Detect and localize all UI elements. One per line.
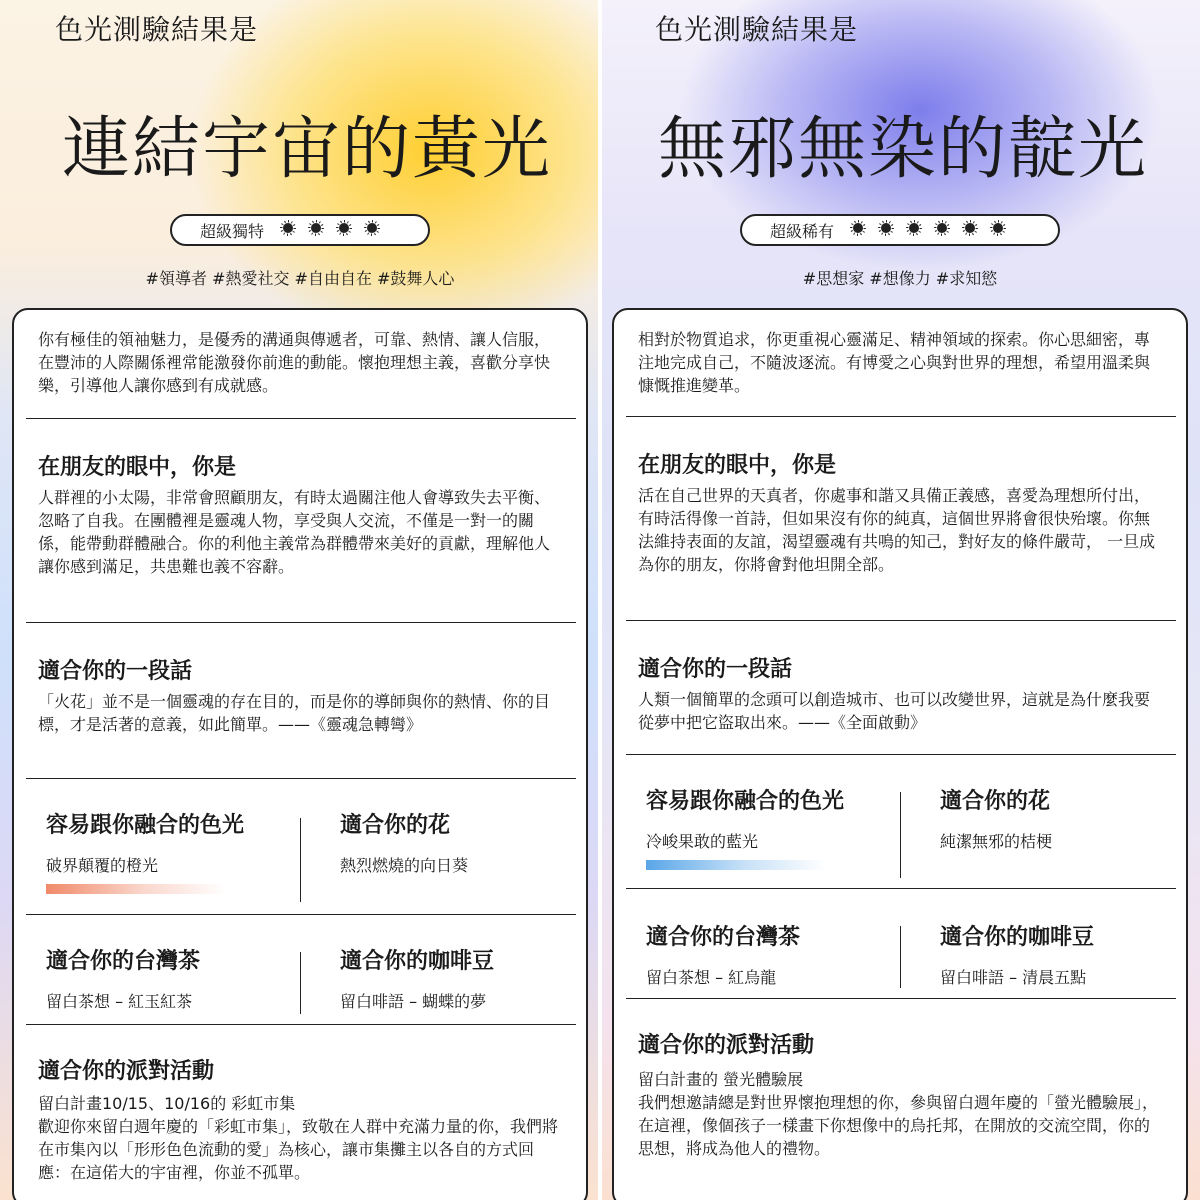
result-card <box>12 308 588 1200</box>
rarity-label: 超級稀有 <box>770 221 835 241</box>
sun-icon <box>280 220 296 236</box>
result-card <box>612 308 1188 1200</box>
header-subtitle: 色光測驗結果是 <box>55 13 259 46</box>
party-body: 留白計畫10/15、10/16的 彩虹市集 歡迎你來留白週年慶的「彩虹市集」，致敬在人群中充滿力量的你，我們將在市集內以「形形色色流動的愛」為核心，讓市集攤主以各自的方式回應：在這偌大的宇宙裡，你並不孤單。 <box>38 1094 559 1182</box>
blend-color-bar <box>46 884 226 894</box>
rarity-suns <box>274 220 386 240</box>
blend-color-bar <box>646 860 826 870</box>
party-body: 留白計畫的 螢光體驗展 我們想邀請總是對世界懷抱理想的你，參與留白週年慶的「螢光體驗展」，在這裡，像個孩子一樣畫下你想像中的烏托邦，在開放的交流空間，你的思想，將成為他人的禮物。 <box>638 1070 1159 1158</box>
party-title: 適合你的派對活動 <box>638 1033 815 1058</box>
quote-title: 適合你的一段話 <box>38 659 193 684</box>
blend-color-cell <box>646 784 844 870</box>
divider <box>626 754 1176 755</box>
friends-title: 在朋友的眼中，你是 <box>638 453 837 478</box>
divider <box>626 620 1176 621</box>
divider <box>26 778 576 779</box>
rarity-label: 超級獨特 <box>200 221 265 241</box>
sun-icon <box>990 220 1006 236</box>
divider <box>26 1024 576 1025</box>
flower-cell <box>940 784 1052 852</box>
coffee-value: 留白啡語 – 清晨五點 <box>940 968 1087 987</box>
rarity-badge <box>170 214 430 246</box>
coffee-title: 適合你的咖啡豆 <box>340 949 495 974</box>
rarity-badge <box>740 214 1060 246</box>
sun-icon <box>850 220 866 236</box>
quote-body: 人類一個簡單的念頭可以創造城市、也可以改變世界，這就是為什麼我要從夢中把它盜取出來。——《全面啟動》 <box>638 690 1151 732</box>
tea-value: 留白茶想 – 紅玉紅茶 <box>46 992 193 1011</box>
blend-title: 容易跟你融合的色光 <box>646 789 845 814</box>
result-title: 無邪無染的靛光 <box>658 110 1149 189</box>
sun-icon <box>364 220 380 236</box>
coffee-cell <box>940 920 1094 988</box>
tea-title: 適合你的台灣茶 <box>46 949 201 974</box>
result-title: 連結宇宙的黃光 <box>62 110 553 189</box>
flower-value: 熱烈燃燒的向日葵 <box>340 856 469 875</box>
quote-body: 「火花」並不是一個靈魂的存在目的，而是你的導師與你的熱情、你的目標，才是活著的意義，如此簡單。——《靈魂急轉彎》 <box>38 692 551 734</box>
result-panel-indigo <box>600 0 1200 1200</box>
coffee-title: 適合你的咖啡豆 <box>940 925 1095 950</box>
column-divider <box>300 818 301 902</box>
sun-icon <box>308 220 324 236</box>
divider <box>26 418 576 419</box>
divider <box>626 416 1176 417</box>
quote-title: 適合你的一段話 <box>638 657 793 682</box>
trait-tags: #領導者 #熱愛社交 #自由自在 #鼓舞人心 <box>145 269 455 288</box>
column-divider <box>300 952 301 1014</box>
tea-title: 適合你的台灣茶 <box>646 925 801 950</box>
column-divider <box>900 792 901 878</box>
flower-title: 適合你的花 <box>940 789 1051 814</box>
blend-color-cell <box>46 808 244 894</box>
panel-divider <box>598 0 602 1200</box>
rarity-suns <box>844 220 1012 240</box>
tea-cell <box>46 944 200 1012</box>
friends-title: 在朋友的眼中，你是 <box>38 455 237 480</box>
flower-value: 純潔無邪的桔梗 <box>940 832 1053 851</box>
divider <box>626 888 1176 889</box>
friends-body: 活在自己世界的天真者，你處事和諧又具備正義感，喜愛為理想所付出，有時活得像一首詩，但如果沒有你的純真，這個世界將會很快殆壞。你無法維持表面的友誼，渴望靈魂有共鳴的知己，對好友的條件嚴苛， 一旦成為你的朋友，你將會對他坦開全部。 <box>638 486 1156 574</box>
sun-icon <box>878 220 894 236</box>
sun-icon <box>336 220 352 236</box>
blend-value: 破界顛覆的橙光 <box>46 856 159 875</box>
tea-value: 留白茶想 – 紅烏龍 <box>646 968 777 987</box>
friends-body: 人群裡的小太陽，非常會照顧朋友，有時太過關注他人會導致失去平衡、忽略了自我。在團體裡是靈魂人物，享受與人交流，不僅是一對一的關係，能帶動群體融合。你的利他主義常為群體帶來美好的貢獻，理解他人讓你感到滿足，共患難也義不容辭。 <box>38 488 551 576</box>
column-divider <box>900 926 901 988</box>
coffee-cell <box>340 944 494 1012</box>
flower-title: 適合你的花 <box>340 813 451 838</box>
divider <box>26 622 576 623</box>
blend-value: 冷峻果敢的藍光 <box>646 832 759 851</box>
tea-cell <box>646 920 800 988</box>
divider <box>626 998 1176 999</box>
sun-icon <box>906 220 922 236</box>
divider <box>26 914 576 915</box>
intro-text: 相對於物質追求，你更重視心靈滿足、精神領域的探索。你心思細密，專注地完成自己，不隨波逐流。有博愛之心與對世界的理想，希望用溫柔與慷慨推進變革。 <box>638 330 1151 395</box>
flower-cell <box>340 808 468 876</box>
sun-icon <box>934 220 950 236</box>
sun-icon <box>962 220 978 236</box>
intro-text: 你有極佳的領袖魅力，是優秀的溝通與傳遞者，可靠、熱情、讓人信服，在豐沛的人際關係裡常能激發你前進的動能。懷抱理想主義，喜歡分享快樂，引導他人讓你感到有成就感。 <box>38 330 551 395</box>
header-subtitle: 色光測驗結果是 <box>655 13 859 46</box>
blend-title: 容易跟你融合的色光 <box>46 813 245 838</box>
coffee-value: 留白啡語 – 蝴蝶的夢 <box>340 992 487 1011</box>
party-title: 適合你的派對活動 <box>38 1059 215 1084</box>
trait-tags: #思想家 #想像力 #求知慾 <box>802 269 998 288</box>
